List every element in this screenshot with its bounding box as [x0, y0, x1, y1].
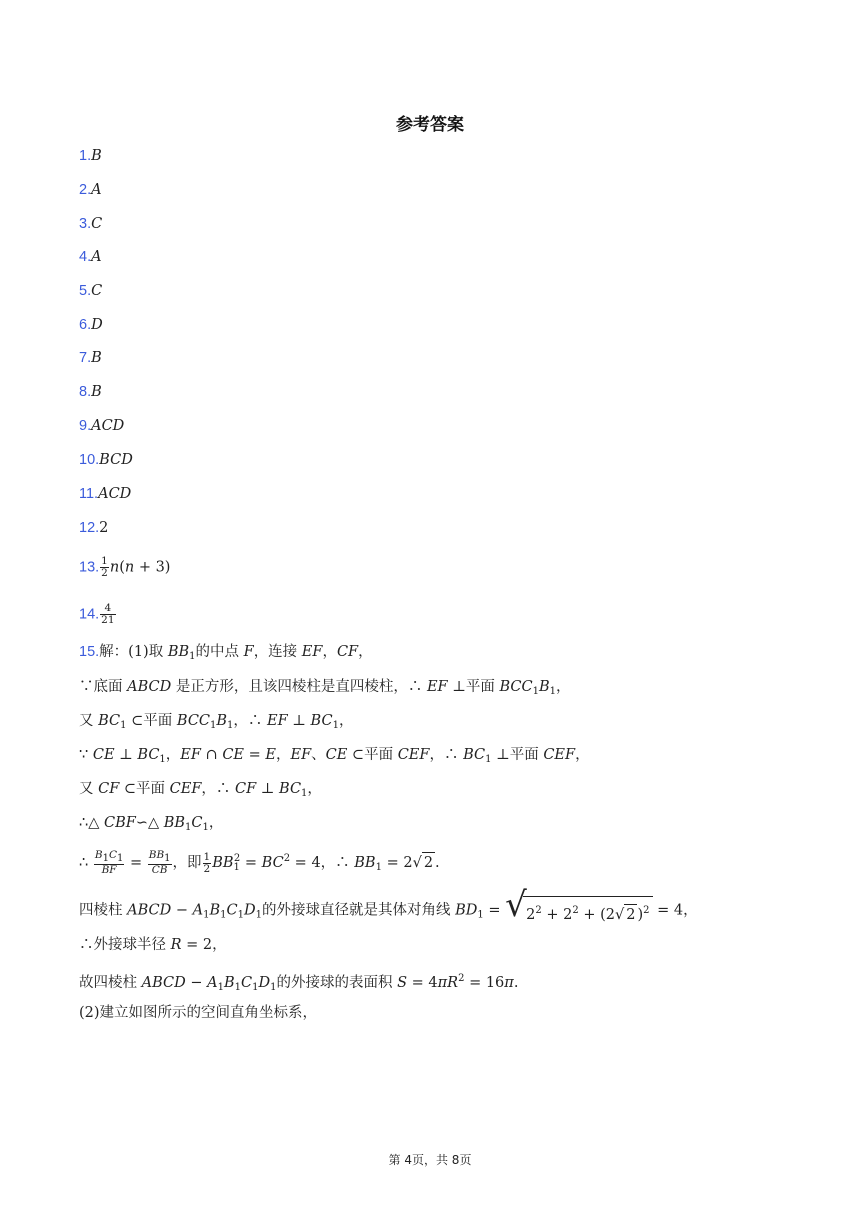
solution-line: 15.解：(1)取 $BB_1$的中点 F，连接 EF，CF，: [79, 644, 373, 662]
answer-line: 9.ACD: [79, 418, 125, 434]
answer-line: 13. $\frac{1}{2}$ n(n + 3): [79, 555, 171, 579]
answer-line: 7.B: [79, 350, 102, 366]
answer-line: 10.BCD: [79, 452, 133, 468]
solution-line: 又 CF ⊂平面 CEF，∴ CF ⊥ $BC_1$，: [79, 781, 322, 799]
solution-line: ∴△ CBF∽△ $BB_1C_1$，: [79, 815, 224, 833]
answer-line: 12.2: [79, 520, 109, 536]
answer-line: 1.B: [79, 148, 102, 164]
solution-line: 故四棱柱 ABCD − $A_1B_1C_1D_1$的外接球的表面积 $S = 4\pi R^2 = 16\pi$.: [79, 973, 519, 993]
page-title: 参考答案: [396, 115, 464, 135]
answer-line: 3.C: [79, 216, 103, 232]
fraction: $\frac{1}{2}$: [101, 555, 108, 579]
answer-line: 6.D: [79, 317, 103, 333]
solution-line: ∴ $\frac{B1C1}{BF}$ = $\frac{BB1}{CB}$ ，即 $\frac{1}{2}$ $BB_1^2 = BC^2 = 4$，∴ $BB_1 = 2√$ 2 .: [79, 849, 440, 876]
answer-line: 4.A: [79, 249, 102, 265]
solution-line: ∴外接球半径 R = 2，: [79, 937, 227, 953]
solution-line: ∵底面 ABCD 是正方形，且该四棱柱是直四棱柱，∴ EF ⊥平面 $BCC_1B_1$，: [79, 679, 571, 697]
answer-line: 14. $\frac{4}{21}$: [79, 602, 115, 626]
answer-line: 11.ACD: [79, 486, 132, 502]
fraction: $\frac{4}{21}$: [101, 602, 115, 626]
solution-line: 四棱柱 ABCD − $A_1B_1C_1D_1$的外接球直径就是其体对角线 $BD_1$ = √ $2^2 + 2^2 + (2√$ 2 )$^2$ = 4，: [79, 885, 698, 925]
solution-line: ∵ CE ⊥ $BC_1$，EF ∩ CE = E，EF、CE ⊂平面 CEF，∴ $BC_1$ ⊥平面 CEF，: [79, 747, 590, 765]
answer-line: 5.C: [79, 283, 103, 299]
solution-line: (2)建立如图所示的空间直角坐标系，: [79, 1005, 318, 1021]
answer-line: 2.A: [79, 182, 102, 198]
answer-line: 8.B: [79, 384, 102, 400]
page-footer: 第 4页，共 8页: [388, 1153, 472, 1167]
solution-line: 又 $BC_1$ ⊂平面 $BCC_1B_1$，∴ EF ⊥ $BC_1$，: [79, 713, 354, 731]
